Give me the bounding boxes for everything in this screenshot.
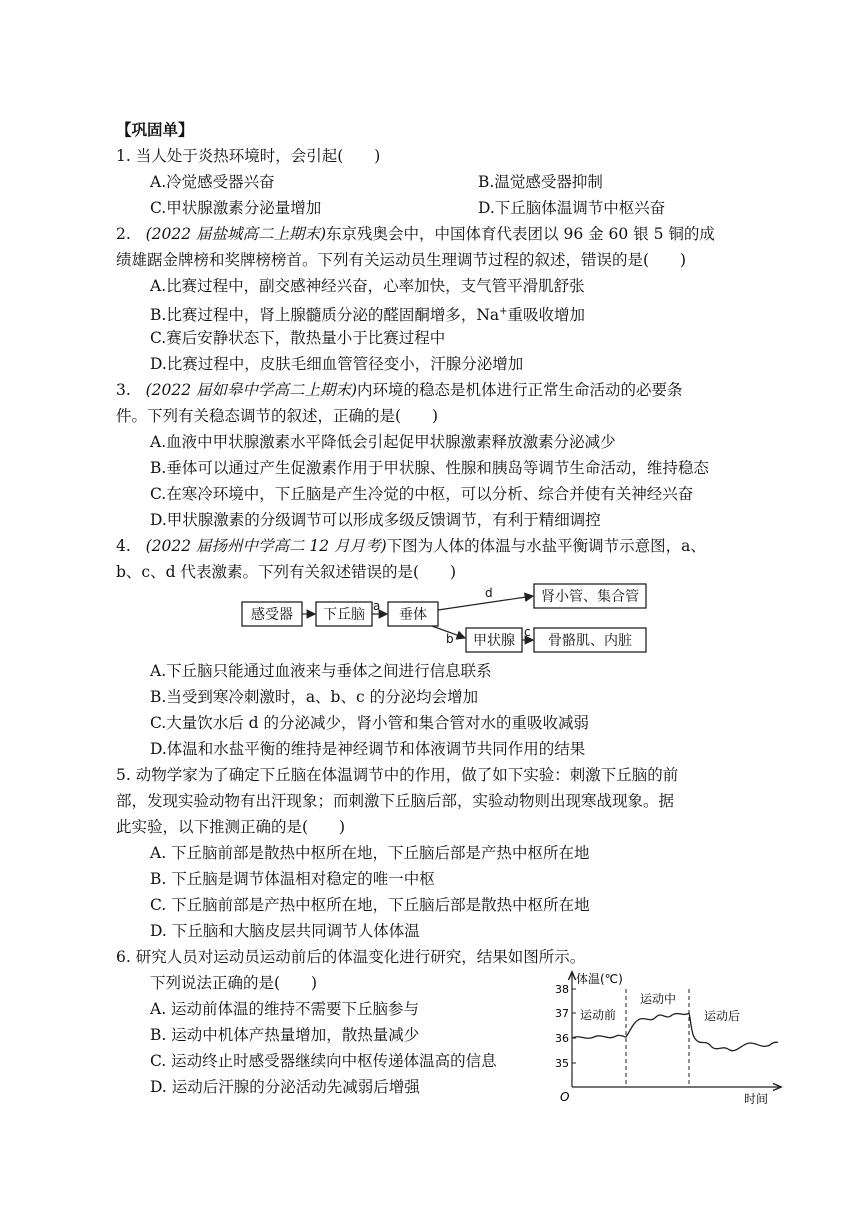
- q3-stem-line1: [116, 379, 683, 401]
- muscle-organ-label: 骨骼肌、内脏: [548, 633, 632, 649]
- q5-option-c: C. 下丘脑前部是产热中枢所在地，下丘脑后部是散热中枢所在地: [150, 896, 590, 914]
- q2-option-b-tail: 重吸收增加: [507, 306, 586, 325]
- q1-option-d: D.下丘脑体温调节中枢兴奋: [478, 199, 666, 217]
- q2-stem-line2: 绩雄踞金牌榜和奖牌榜榜首。下列有关运动员生理调节过程的叙述，错误的是( ): [116, 251, 687, 269]
- q2-stem-line1: [116, 223, 715, 245]
- y-tick-35: 35: [555, 1057, 569, 1070]
- q2-option-d: D.比赛过程中，皮肤毛细血管管径变小，汗腺分泌增加: [150, 355, 524, 373]
- label-b: b: [446, 632, 454, 646]
- label-d: d: [485, 586, 493, 600]
- q2-option-b: [150, 301, 585, 326]
- q5-option-b: B. 下丘脑是调节体温相对稳定的唯一中枢: [150, 870, 435, 888]
- q2-option-a: A.比赛过程中，副交感神经兴奋，心率加快，支气管平滑肌舒张: [150, 277, 585, 295]
- q3-option-a: A.血液中甲状腺激素水平降低会引起促甲状腺激素释放激素分泌减少: [150, 433, 616, 451]
- regulation-diagram: [236, 580, 656, 656]
- q5-option-a: A. 下丘脑前部是散热中枢所在地，下丘脑后部是产热中枢所在地: [150, 844, 590, 862]
- q1-option-c: C.甲状腺激素分泌量增加: [150, 199, 322, 217]
- q5-stem-line1: 5. 动物学家为了确定下丘脑在体温调节中的作用，做了如下实验：刺激下丘脑的前: [116, 766, 679, 784]
- q4-stem-line2: b、c、d 代表激素。下列有关叙述错误的是( ): [116, 563, 457, 581]
- q5-stem-line2: 部，发现实验动物有出汗现象；而刺激下丘脑后部，实验动物则出现寒战现象。据: [116, 792, 675, 810]
- q4-option-c: C.大量饮水后 d 的分泌减少，肾小管和集合管对水的重吸收减弱: [150, 714, 590, 732]
- q2-option-b-superscript: +: [499, 306, 508, 317]
- receptor-label: 感受器: [251, 607, 293, 623]
- q3-stem-line2: 件。下列有关稳态调节的叙述，正确的是( ): [116, 407, 439, 425]
- q2-number: 2.: [116, 225, 131, 243]
- y-tick-38: 38: [555, 983, 569, 996]
- q2-option-c: C.赛后安静状态下，散热量小于比赛过程中: [150, 329, 446, 347]
- x-axis-label: 时间: [744, 1092, 769, 1106]
- phase-during-label: 运动中: [640, 992, 677, 1006]
- q2-option-b-text: B.比赛过程中，肾上腺髓质分泌的醛固酮增多，Na: [150, 306, 500, 325]
- q6-option-b: B. 运动中机体产热量增加，散热量减少: [150, 1026, 420, 1044]
- q4-option-d: D.体温和水盐平衡的维持是神经调节和体液调节共同作用的结果: [150, 740, 586, 758]
- pituitary-label: 垂体: [399, 607, 427, 623]
- section-title: 【巩固单】: [116, 120, 194, 139]
- q3-source: (2022 届如皋中学高二上期末): [145, 381, 358, 399]
- y-axis-label: 体温(℃): [576, 972, 623, 986]
- q6-stem-line1: 6. 研究人员对运动员运动前后的体温变化进行研究，结果如图所示。: [116, 948, 586, 966]
- q5-option-d: D. 下丘脑和大脑皮层共同调节人体体温: [150, 922, 420, 940]
- kidney-tubule-label: 肾小管、集合管: [541, 589, 639, 605]
- q4-stem-line1: [116, 535, 706, 557]
- q3-option-b: B.垂体可以通过产生促激素作用于甲状腺、性腺和胰岛等调节生命活动，维持稳态: [150, 459, 709, 477]
- q4-stem-text: 下图为人体的体温与水盐平衡调节示意图，a、: [386, 537, 706, 555]
- q4-option-a: A.下丘脑只能通过血液来与垂体之间进行信息联系: [150, 662, 492, 680]
- q6-option-d: D. 运动后汗腺的分泌活动先减弱后增强: [150, 1078, 420, 1096]
- y-tick-37: 37: [555, 1007, 569, 1020]
- q6-option-c: C. 运动终止时感受器继续向中枢传递体温高的信息: [150, 1052, 497, 1070]
- q3-option-c: C.在寒冷环境中，下丘脑是产生冷觉的中枢，可以分析、综合并使有关神经兴奋: [150, 485, 694, 503]
- q1-option-b: B.温觉感受器抑制: [478, 173, 603, 191]
- label-a: a: [373, 599, 381, 613]
- origin-label: O: [560, 1090, 570, 1104]
- q2-stem-text: 东京残奥会中，中国体育代表团以 96 金 60 银 5 铜的成: [326, 225, 715, 243]
- q2-source: (2022 届盐城高二上期末): [145, 225, 327, 243]
- q4-source: (2022 届扬州中学高二 12 月月考): [145, 537, 387, 555]
- phase-before-label: 运动前: [580, 1008, 617, 1022]
- thyroid-label: 甲状腺: [473, 633, 515, 649]
- q1-option-a: A.冷觉感受器兴奋: [150, 173, 275, 191]
- hypothalamus-label: 下丘脑: [323, 607, 365, 623]
- q6-stem-line2: 下列说法正确的是( ): [150, 974, 318, 992]
- q4-option-b: B.当受到寒冷刺激时，a、b、c 的分泌均会增加: [150, 688, 479, 706]
- label-c: c: [524, 625, 531, 639]
- q5-stem-line3: 此实验，以下推测正确的是( ): [116, 818, 346, 836]
- q3-option-d: D.甲状腺激素的分级调节可以形成多级反馈调节，有利于精细调控: [150, 511, 601, 529]
- q1-stem: 1. 当人处于炎热环境时，会引起( ): [116, 147, 381, 165]
- body-temperature-graph: [552, 965, 792, 1110]
- q3-stem-text: 内环境的稳态是机体进行正常生命活动的必要条: [357, 381, 683, 399]
- phase-after-label: 运动后: [704, 1009, 741, 1023]
- q4-number: 4.: [116, 537, 131, 555]
- q3-number: 3.: [116, 381, 131, 399]
- y-tick-36: 36: [555, 1032, 569, 1045]
- q6-option-a: A. 运动前体温的维持不需要下丘脑参与: [150, 1000, 420, 1018]
